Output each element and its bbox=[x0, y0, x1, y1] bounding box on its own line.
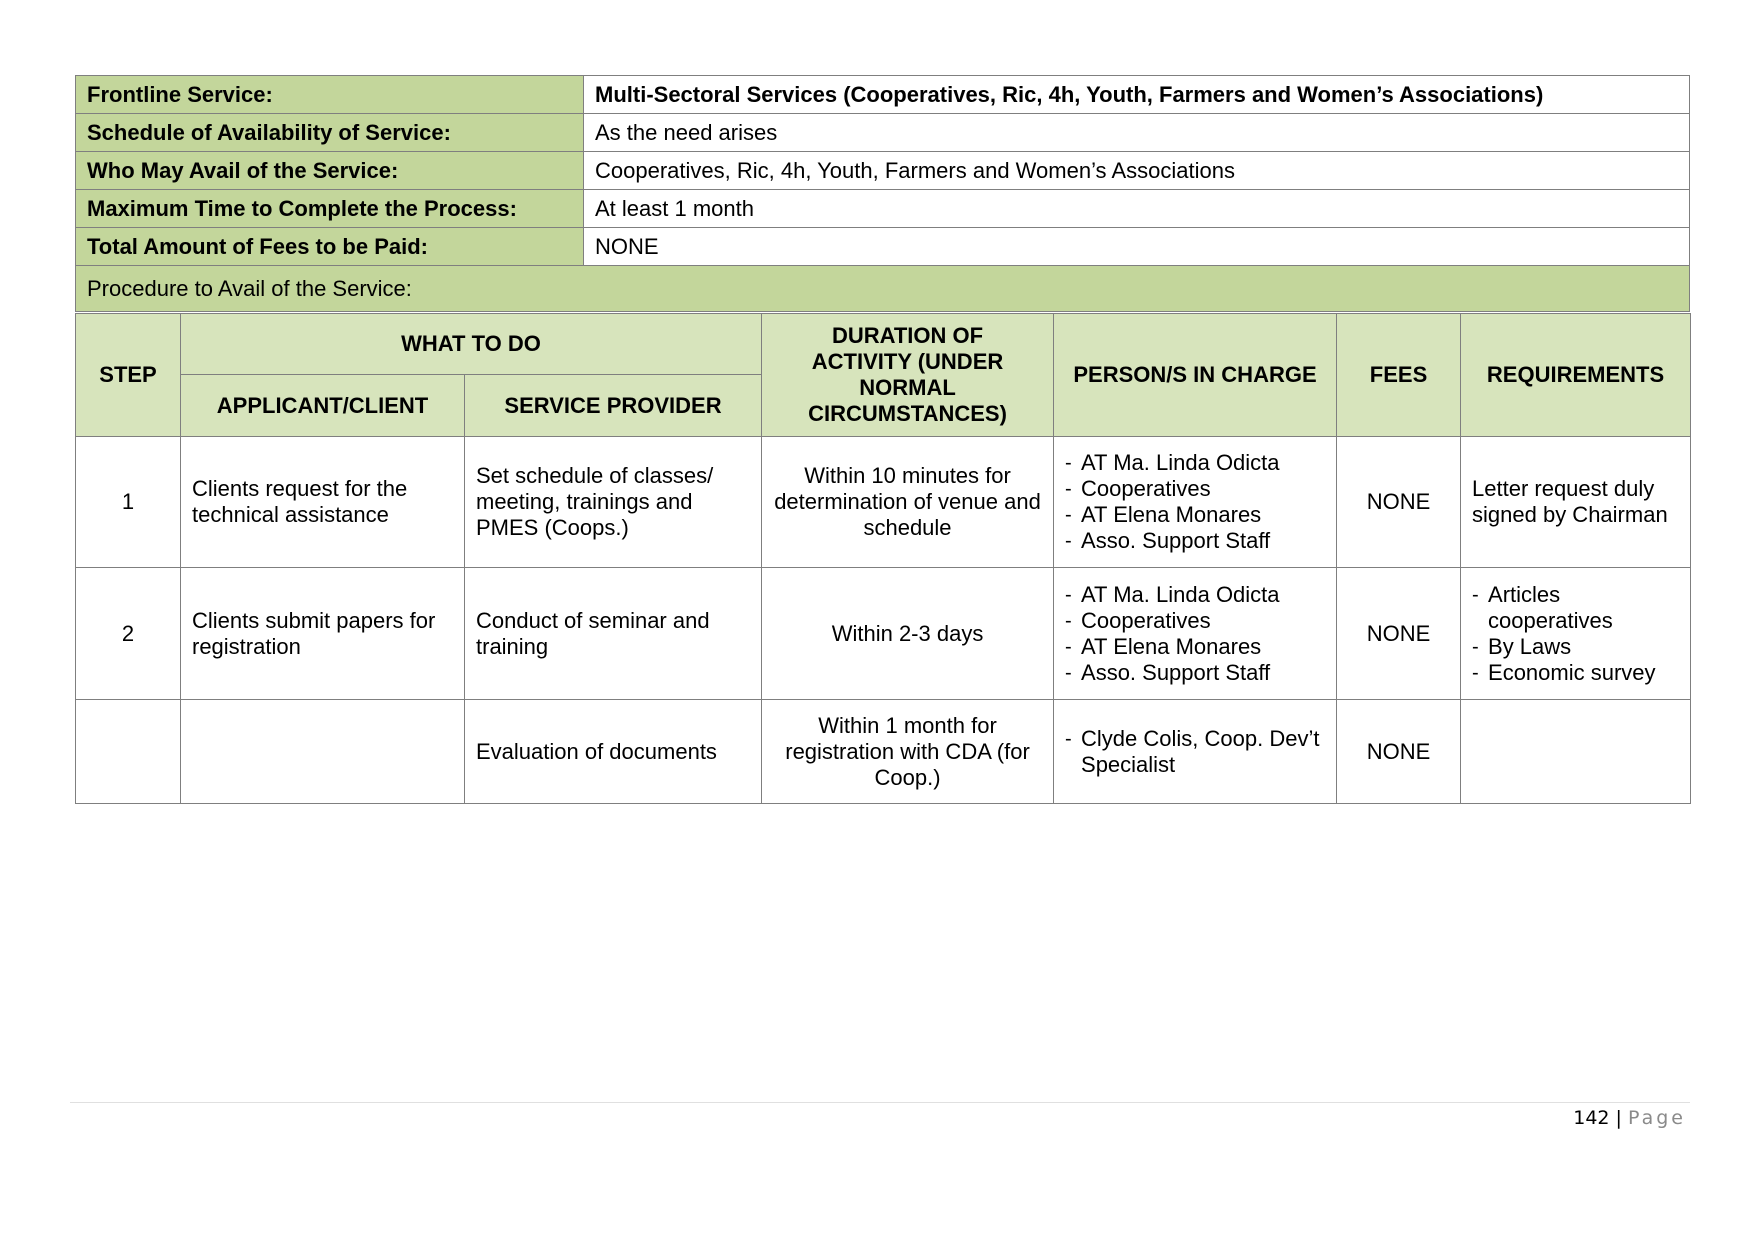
header-requirements: REQUIREMENTS bbox=[1461, 314, 1691, 437]
fees-cell: NONE bbox=[1337, 568, 1461, 700]
persons-list bbox=[1065, 582, 1325, 686]
procedure-row bbox=[76, 266, 1690, 312]
service-info-table bbox=[75, 75, 1690, 312]
requirements-cell: Letter request duly signed by Chairman bbox=[1461, 437, 1691, 568]
page-number: 142 bbox=[1573, 1107, 1610, 1129]
table-row bbox=[76, 568, 1691, 700]
requirement-item: - By Laws bbox=[1472, 634, 1679, 660]
info-value: Multi-Sectoral Services (Cooperatives, Ric, 4h, Youth, Farmers and Women’s Associations) bbox=[584, 76, 1690, 114]
info-value: As the need arises bbox=[584, 114, 1690, 152]
procedure-label: Procedure to Avail of the Service: bbox=[76, 266, 1690, 312]
fees-cell: NONE bbox=[1337, 437, 1461, 568]
person-item: - Asso. Support Staff bbox=[1065, 660, 1325, 686]
applicant-cell bbox=[181, 700, 465, 804]
person-item: - Cooperatives bbox=[1065, 476, 1325, 502]
person-item: - AT Elena Monares bbox=[1065, 502, 1325, 528]
requirement-item: - Economic survey bbox=[1472, 660, 1679, 686]
table-row bbox=[76, 700, 1691, 804]
info-row-schedule bbox=[76, 114, 1690, 152]
info-value: Cooperatives, Ric, 4h, Youth, Farmers and Women’s Associations bbox=[584, 152, 1690, 190]
duration-cell: Within 10 minutes for determination of venue and schedule bbox=[762, 437, 1054, 568]
persons-cell bbox=[1054, 568, 1337, 700]
duration-cell: Within 1 month for registration with CDA (for Coop.) bbox=[762, 700, 1054, 804]
step-cell: 1 bbox=[76, 437, 181, 568]
persons-list bbox=[1065, 726, 1325, 778]
page-separator: | bbox=[1615, 1107, 1622, 1129]
step-cell: 2 bbox=[76, 568, 181, 700]
fees-cell: NONE bbox=[1337, 700, 1461, 804]
info-label: Frontline Service: bbox=[76, 76, 584, 114]
info-row-total-fees bbox=[76, 228, 1690, 266]
info-row-max-time bbox=[76, 190, 1690, 228]
applicant-cell: Clients submit papers for registration bbox=[181, 568, 465, 700]
requirements-list bbox=[1472, 582, 1679, 686]
persons-cell bbox=[1054, 700, 1337, 804]
info-value: At least 1 month bbox=[584, 190, 1690, 228]
info-value: NONE bbox=[584, 228, 1690, 266]
person-item: - AT Elena Monares bbox=[1065, 634, 1325, 660]
header-row-top bbox=[76, 314, 1691, 375]
info-label: Total Amount of Fees to be Paid: bbox=[76, 228, 584, 266]
provider-cell: Evaluation of documents bbox=[465, 700, 762, 804]
info-row-frontline-service bbox=[76, 76, 1690, 114]
person-item: - Asso. Support Staff bbox=[1065, 528, 1325, 554]
page-word: Page bbox=[1628, 1107, 1686, 1129]
info-label: Maximum Time to Complete the Process: bbox=[76, 190, 584, 228]
table-row bbox=[76, 437, 1691, 568]
person-item: - AT Ma. Linda Odicta bbox=[1065, 450, 1325, 476]
header-persons: PERSON/S IN CHARGE bbox=[1054, 314, 1337, 437]
info-label: Who May Avail of the Service: bbox=[76, 152, 584, 190]
requirement-item: - Articles cooperatives bbox=[1472, 582, 1679, 634]
persons-list bbox=[1065, 450, 1325, 554]
info-label: Schedule of Availability of Service: bbox=[76, 114, 584, 152]
person-item: - Clyde Colis, Coop. Dev’t Specialist bbox=[1065, 726, 1325, 778]
procedure-table bbox=[75, 313, 1691, 804]
footer-divider bbox=[70, 1102, 1690, 1103]
step-cell bbox=[76, 700, 181, 804]
header-step: STEP bbox=[76, 314, 181, 437]
duration-cell: Within 2-3 days bbox=[762, 568, 1054, 700]
person-item: - Cooperatives bbox=[1065, 608, 1325, 634]
page-footer bbox=[1573, 1107, 1686, 1129]
header-what-to-do: WHAT TO DO bbox=[181, 314, 762, 375]
applicant-cell: Clients request for the technical assistance bbox=[181, 437, 465, 568]
requirements-cell bbox=[1461, 700, 1691, 804]
header-duration: DURATION OF ACTIVITY (UNDER NORMAL CIRCUMSTANCES) bbox=[762, 314, 1054, 437]
header-applicant: APPLICANT/CLIENT bbox=[181, 375, 465, 437]
persons-cell bbox=[1054, 437, 1337, 568]
header-provider: SERVICE PROVIDER bbox=[465, 375, 762, 437]
provider-cell: Set schedule of classes/ meeting, trainings and PMES (Coops.) bbox=[465, 437, 762, 568]
header-fees: FEES bbox=[1337, 314, 1461, 437]
provider-cell: Conduct of seminar and training bbox=[465, 568, 762, 700]
requirements-cell bbox=[1461, 568, 1691, 700]
person-item: - AT Ma. Linda Odicta bbox=[1065, 582, 1325, 608]
info-row-who-may-avail bbox=[76, 152, 1690, 190]
